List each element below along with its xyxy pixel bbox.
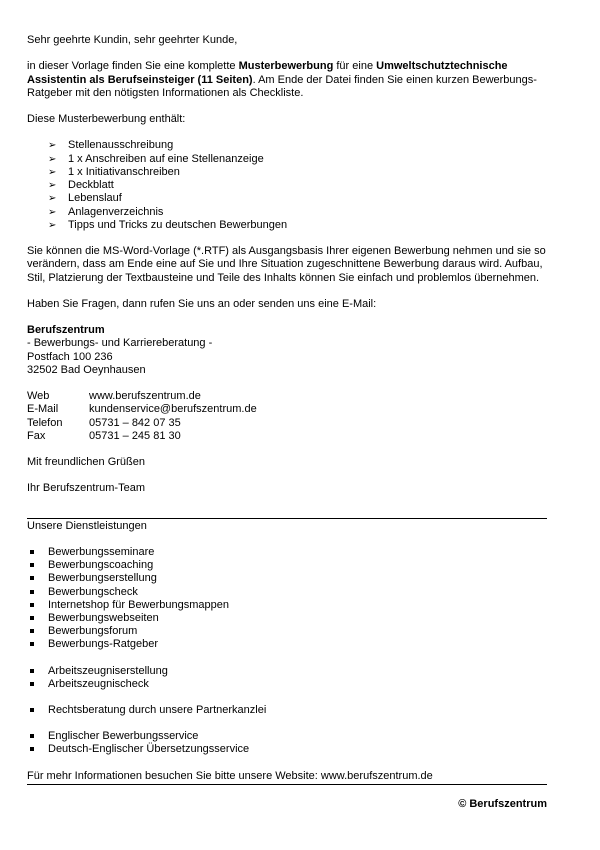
list-item-label: Arbeitszeugnischeck [48,677,149,690]
services-heading: Unsere Dienstleistungen [27,519,147,532]
services-list-zeugnis [27,665,547,691]
arrow-bullet-icon: ➢ [48,166,57,178]
services-list-main [27,546,547,652]
services-list-legal [27,704,547,717]
square-bullet-icon [30,642,34,646]
questions-line: Haben Sie Fragen, dann rufen Sie uns an oder senden uns eine E-Mail: [27,297,377,310]
copyright: © Berufszentrum [458,797,547,810]
square-bullet-icon [30,629,34,633]
services-list-english [27,730,547,756]
closing: Mit freundlichen Grüßen [27,456,145,469]
contact-key: E-Mail [27,403,59,416]
square-bullet-icon [30,563,34,567]
list-item [48,179,547,192]
list-item [27,559,547,572]
square-bullet-icon [30,734,34,738]
arrow-bullet-icon: ➢ [48,180,57,192]
list-item [27,625,547,638]
arrow-bullet-icon: ➢ [48,140,57,152]
arrow-bullet-icon: ➢ [48,193,57,205]
list-item-label: Internetshop für Bewerbungsmappen [48,598,230,611]
arrow-bullet-icon: ➢ [48,206,57,218]
square-bullet-icon [30,576,34,580]
contact-key: Web [27,390,50,403]
square-bullet-icon [30,550,34,554]
square-bullet-icon [30,682,34,686]
more-info-line: Für mehr Informationen besuchen Sie bitte unsere Website: www.berufszentrum.de [27,769,433,782]
square-bullet-icon [30,603,34,607]
square-bullet-icon [30,590,34,594]
list-item [48,153,547,166]
list-item [27,665,547,678]
list-item-label: Bewerbungserstellung [48,572,157,585]
contact-row-web [27,390,547,403]
word-template-paragraph: Sie können die MS-Word-Vorlage (*.RTF) als Ausgangsbasis Ihrer eigenen Bewerbung nehmen und sie so verändern, dass am Ende eine auf Sie und Ihre Situation zugeschnittene Bewerbung daraus wird. Aufbau, Stil, Platzierung der Textbausteine und Teile des Inhalts können Sie einfach und problemlos übernehmen. [27,244,546,284]
list-item [27,743,547,756]
signature: Ihr Berufszentrum-Team [27,482,145,495]
list-item [27,572,547,585]
contents-list [27,139,547,231]
list-item [48,219,547,232]
list-item-label: Bewerbungscheck [48,585,138,598]
list-item [27,638,547,651]
list-item [48,192,547,205]
list-item-label: Deutsch-Englischer Übersetzungsservice [48,743,250,756]
contact-value-phone: 05731 – 842 07 35 [89,416,181,429]
intro-bold-1: Musterbewerbung [238,60,334,73]
contact-value-fax: 05731 – 245 81 30 [89,429,181,442]
contact-key: Fax [27,429,46,442]
greeting: Sehr geehrte Kundin, sehr geehrter Kunde, [27,34,238,46]
list-item-label: Bewerbungscoaching [48,559,154,572]
document-page [27,34,547,811]
square-bullet-icon [30,616,34,620]
contact-row-email [27,403,547,416]
postfach: Postfach 100 236 [27,350,113,363]
arrow-bullet-icon: ➢ [48,153,57,165]
company-name [27,324,547,337]
list-item-label: Bewerbungsforum [48,625,138,638]
list-item [48,166,547,179]
list-item [27,586,547,599]
intro-text-1: in dieser Vorlage finden Sie eine komplette [27,60,239,73]
list-item [27,546,547,559]
list-item [27,678,547,691]
city: 32502 Bad Oeynhausen [27,363,146,376]
square-bullet-icon [30,669,34,673]
list-item [48,139,547,152]
list-item-label: Anlagenverzeichnis [68,205,164,218]
list-item-label: Bewerbungs-Ratgeber [48,638,159,651]
divider [27,518,547,519]
contact-value-email[interactable]: kundenservice@berufszentrum.de [89,403,257,416]
list-item [27,612,547,625]
square-bullet-icon [30,708,34,712]
list-item-label: Stellenausschreibung [68,139,174,152]
intro-paragraph [27,60,547,100]
list-item-label: 1 x Anschreiben auf eine Stellenanzeige [68,152,264,165]
list-item-label: Arbeitszeugniserstellung [48,664,168,677]
list-item [27,730,547,743]
list-item-label: Lebenslauf [68,192,122,205]
square-bullet-icon [30,747,34,751]
list-item [27,599,547,612]
contact-row-phone [27,417,547,430]
intro-bold-2: Umweltschutztechnische Assistentin als Berufseinsteiger (11 Seiten) [27,60,508,86]
list-item-label: Deckblatt [68,179,114,192]
intro-text-3: . Am Ende der Datei finden Sie einen kurzen Bewerbungs-Ratgeber mit den nötigsten Informationen als Checkliste. [27,73,537,99]
list-item-label: Rechtsberatung durch unsere Partnerkanzlei [48,704,267,717]
list-item-label: Bewerbungsseminare [48,545,155,558]
list-item-label: Tipps und Tricks zu deutschen Bewerbungen [68,218,288,231]
list-item-label: 1 x Initiativanschreiben [68,165,180,178]
list-item-label: Bewerbungswebseiten [48,612,159,624]
company-name-text: Berufszentrum [27,324,105,337]
list-item [48,206,547,219]
contact-value-web[interactable]: www.berufszentrum.de [89,390,201,403]
company-subtitle: - Bewerbungs- und Karriereberatung - [27,337,213,350]
contact-key: Telefon [27,416,63,429]
intro-text-2: für eine [333,60,377,73]
list-item [27,704,547,717]
contact-row-fax [27,430,547,443]
arrow-bullet-icon: ➢ [48,219,57,231]
contact-table [27,390,547,443]
list-item-label: Englischer Bewerbungsservice [48,730,199,743]
contents-heading: Diese Musterbewerbung enthält: [27,113,186,126]
